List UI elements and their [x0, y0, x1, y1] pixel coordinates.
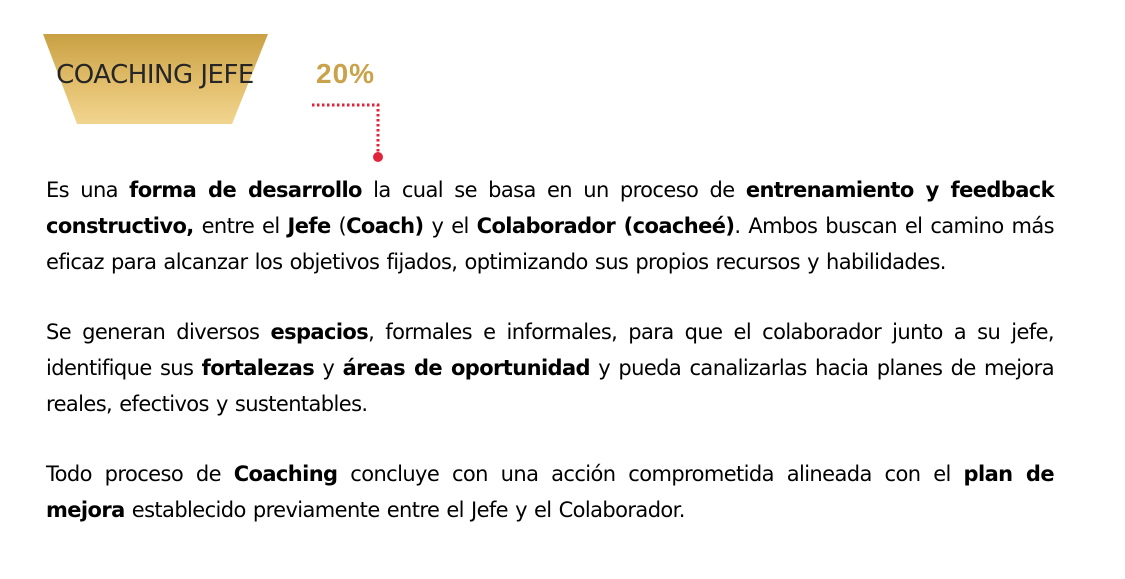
- percentage-label: 20%: [316, 58, 376, 89]
- paragraph-conclusion: Todo proceso de Coaching concluye con una acción comprometida alineada con el plan de mejora establecido previamente entre el Jefe y el Colaborador.: [46, 462, 1054, 522]
- paragraph-definition: Es una forma de desarrollo la cual se basa en un proceso de entrenamiento y feedback constructivo, entre el Jefe (Coach) y el Colaborador (coacheé). Ambos buscan el camino más eficaz para alcanzar los objetivos fijados, optimizando sus propios recursos y habilidades.: [46, 178, 1054, 274]
- paragraph-spaces: Se generan diversos espacios, formales e informales, para que el colaborador junto a su jefe, identifique sus fortalezas y áreas de oportunidad y pueda canalizarlas hacia planes de mejora reales, efectivos y sustentables.: [46, 320, 1054, 416]
- coaching-jefe-badge: [40, 34, 270, 126]
- dotted-connector-icon: [306, 96, 388, 166]
- badge-title: COACHING JEFE: [56, 60, 254, 90]
- coaching-description: [46, 172, 1054, 528]
